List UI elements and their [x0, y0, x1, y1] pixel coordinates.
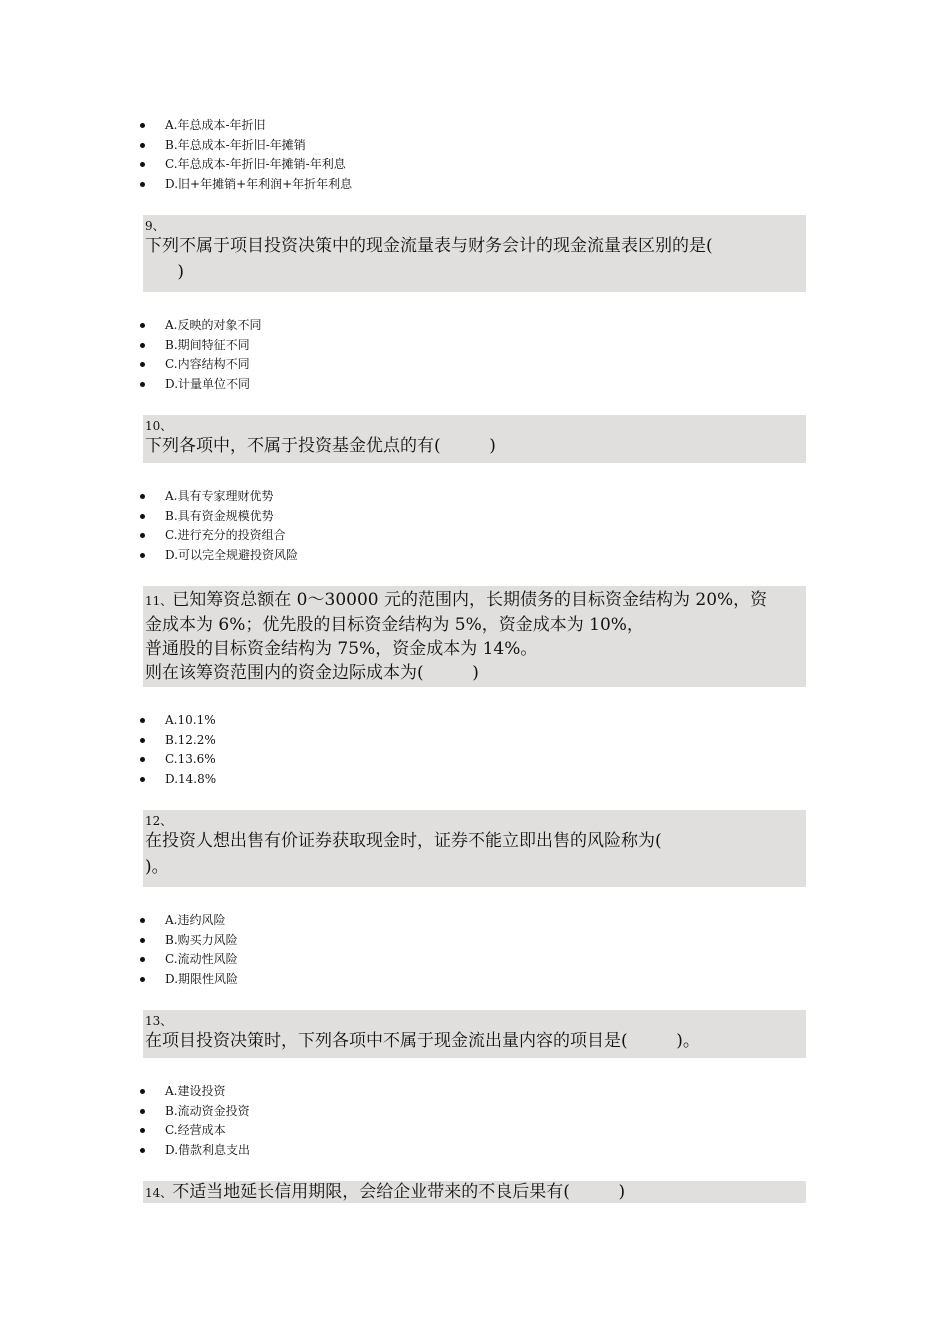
question-stem: 下列各项中，不属于投资基金优点的有( ): [145, 436, 496, 456]
bullet-icon: [140, 938, 145, 943]
bullet-icon: [140, 494, 145, 499]
bullet-icon: [140, 977, 145, 982]
bullet-icon: [140, 182, 145, 187]
q12-option-b[interactable]: B.购买力风险: [145, 931, 238, 951]
bullet-icon: [140, 143, 145, 148]
bullet-icon: [140, 718, 145, 723]
question-number: 9、: [145, 219, 165, 233]
bullet-icon: [140, 514, 145, 519]
bullet-icon: [140, 957, 145, 962]
question-stem: 下列不属于项目投资决策中的现金流量表与财务会计的现金流量表区别的是(: [145, 236, 713, 256]
bullet-icon: [140, 343, 145, 348]
bullet-icon: [140, 362, 145, 367]
q10-option-d[interactable]: D.可以完全规避投资风险: [145, 546, 298, 566]
bullet-icon: [140, 533, 145, 538]
question-10: [143, 415, 806, 463]
question-stem: 11、已知筹资总额在 0～30000 元的范围内，长期债务的目标资金结构为 20%，资: [145, 590, 768, 610]
q13-option-c[interactable]: C.经营成本: [145, 1121, 250, 1141]
q9-option-b[interactable]: B.期间特征不同: [145, 336, 261, 356]
bullet-icon: [140, 123, 145, 128]
question-stem: 在投资人想出售有价证券获取现金时，证券不能立即出售的风险称为(: [145, 831, 662, 851]
question-stem: )。: [145, 857, 169, 877]
q11-option-b[interactable]: B.12.2%: [145, 731, 216, 751]
q8-option-d[interactable]: D.旧+年摊销+年利润+年折年利息: [145, 175, 352, 195]
question-stem: 金成本为 6%；优先股的目标资金结构为 5%，资金成本为 10%，: [145, 615, 644, 635]
question-14: [143, 1181, 806, 1203]
question-number: 13、: [145, 1014, 173, 1028]
bullet-icon: [140, 918, 145, 923]
q10-option-c[interactable]: C.进行充分的投资组合: [145, 526, 298, 546]
question-number: 12、: [145, 814, 173, 828]
q12-option-d[interactable]: D.期限性风险: [145, 970, 238, 990]
q10-option-a[interactable]: A.具有专家理财优势: [145, 487, 298, 507]
bullet-icon: [140, 1089, 145, 1094]
q11-option-d[interactable]: D.14.8%: [145, 770, 216, 790]
question-stem: 则在该筹资范围内的资金边际成本为( ): [145, 663, 479, 683]
q8-option-c[interactable]: C.年总成本-年折旧-年摊销-年利息: [145, 155, 352, 175]
bullet-icon: [140, 162, 145, 167]
bullet-icon: [140, 1128, 145, 1133]
q13-option-b[interactable]: B.流动资金投资: [145, 1102, 250, 1122]
q13-options: [145, 1082, 250, 1160]
q11-option-a[interactable]: A.10.1%: [145, 711, 216, 731]
bullet-icon: [140, 382, 145, 387]
q8-option-b[interactable]: B.年总成本-年折旧-年摊销: [145, 136, 352, 156]
question-number: 10、: [145, 419, 173, 433]
q9-options: [145, 316, 261, 394]
q12-option-c[interactable]: C.流动性风险: [145, 950, 238, 970]
question-stem: 在项目投资决策时，下列各项中不属于现金流出量内容的项目是( )。: [145, 1031, 700, 1051]
question-number: 11、: [145, 594, 173, 608]
question-stem: 14、不适当地延长信用期限，会给企业带来的不良后果有( ): [145, 1182, 626, 1202]
question-stem: 普通股的目标资金结构为 75%，资金成本为 14%。: [145, 639, 538, 659]
bullet-icon: [140, 777, 145, 782]
bullet-icon: [140, 1148, 145, 1153]
q13-option-d[interactable]: D.借款利息支出: [145, 1141, 250, 1161]
bullet-icon: [140, 323, 145, 328]
q11-option-c[interactable]: C.13.6%: [145, 750, 216, 770]
question-9: [143, 215, 806, 292]
q13-option-a[interactable]: A.建设投资: [145, 1082, 250, 1102]
question-11: [143, 586, 806, 687]
question-number: 14、: [145, 1186, 173, 1200]
question-13: [143, 1010, 806, 1058]
bullet-icon: [140, 553, 145, 558]
q11-options: [145, 711, 216, 789]
bullet-icon: [140, 757, 145, 762]
q9-option-d[interactable]: D.计量单位不同: [145, 375, 261, 395]
q12-options: [145, 911, 238, 989]
q10-options: [145, 487, 298, 565]
q9-option-a[interactable]: A.反映的对象不同: [145, 316, 261, 336]
q12-option-a[interactable]: A.违约风险: [145, 911, 238, 931]
question-12: [143, 810, 806, 887]
bullet-icon: [140, 1109, 145, 1114]
question-stem: ): [145, 262, 185, 282]
q10-option-b[interactable]: B.具有资金规模优势: [145, 507, 298, 527]
q8-option-a[interactable]: A.年总成本-年折旧: [145, 116, 352, 136]
bullet-icon: [140, 738, 145, 743]
q8-options: [145, 116, 352, 194]
q9-option-c[interactable]: C.内容结构不同: [145, 355, 261, 375]
